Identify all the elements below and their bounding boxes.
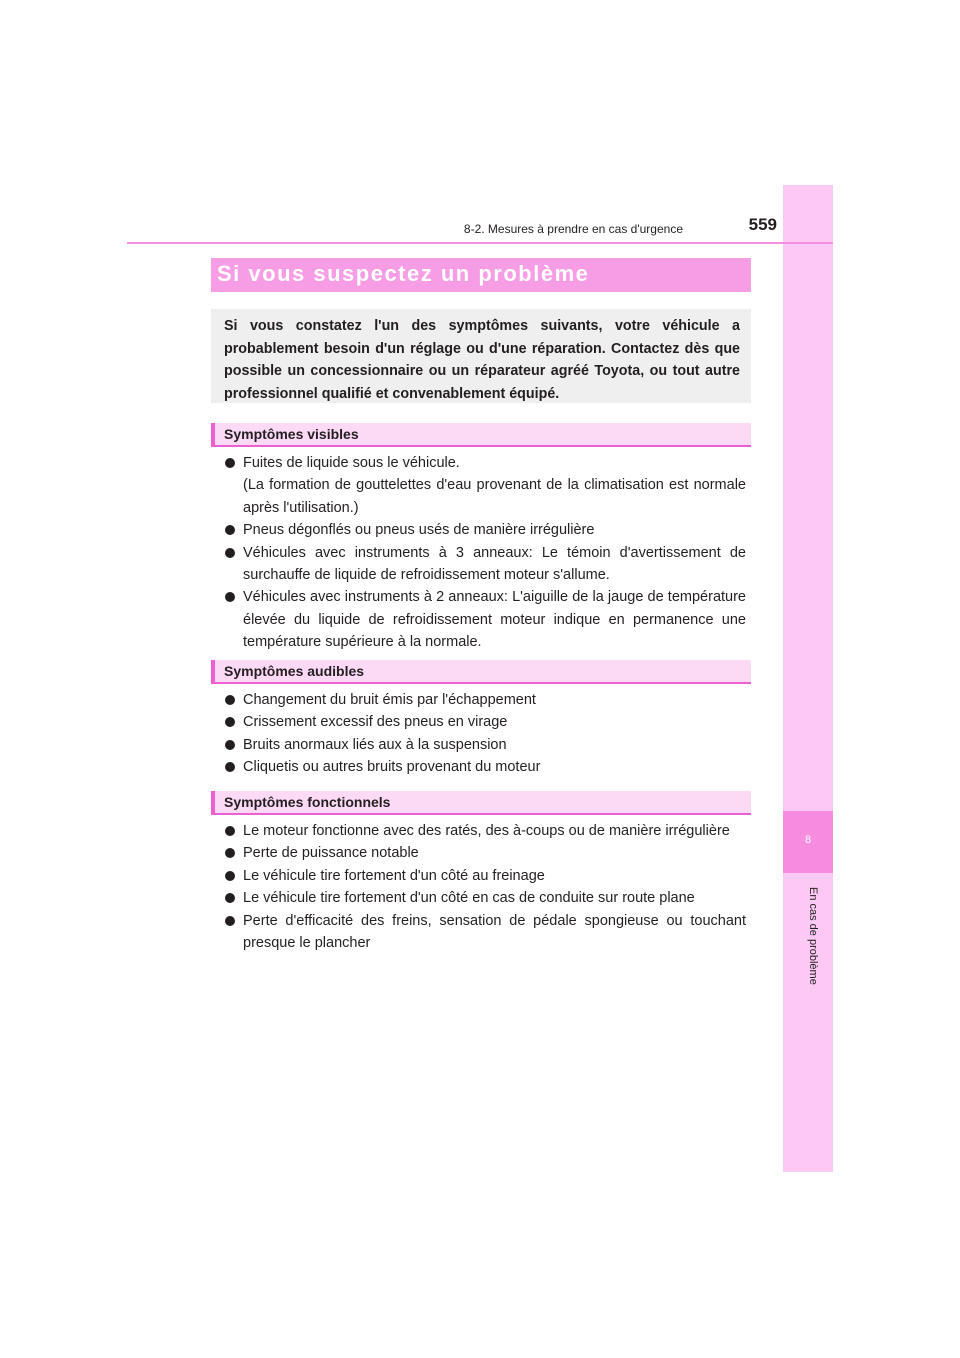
list-item-text: Le moteur fonctionne avec des ratés, des à-coups ou de manière irrégulière xyxy=(243,823,730,839)
header-section-title: 8-2. Mesures à prendre en cas d'urgence xyxy=(463,222,683,236)
list-item-note: (La formation de gouttelettes d'eau provenant de la climatisation est normale après l'utilisation.) xyxy=(243,477,746,516)
list-item xyxy=(225,711,746,733)
section-heading-functional xyxy=(211,791,751,815)
bullet-icon xyxy=(225,548,235,558)
list-item-text: Cliquetis ou autres bruits provenant du moteur xyxy=(243,759,541,776)
list-item-text: Crissement excessif des pneus en virage xyxy=(243,714,508,731)
bullet-icon xyxy=(225,826,235,836)
intro-box xyxy=(211,309,751,403)
list-item xyxy=(225,842,746,864)
section-heading-text: Symptômes visibles xyxy=(224,426,359,442)
list-item xyxy=(225,865,746,887)
bullet-icon xyxy=(225,848,235,858)
bullet-icon xyxy=(225,740,235,750)
chapter-side-tab xyxy=(783,185,833,1172)
list-item-text: Véhicules avec instruments à 2 anneaux: L'aiguille de la jauge de température élevée du liquide de refroidissement moteur indique en permanence une température supérieure à la normale. xyxy=(243,589,746,651)
section-heading-text: Symptômes audibles xyxy=(224,663,365,679)
page-number: 559 xyxy=(748,215,777,234)
list-item xyxy=(225,820,746,842)
list-item xyxy=(225,452,746,519)
list-item xyxy=(225,519,746,541)
bullet-list-functional xyxy=(225,820,746,954)
section-heading-audible xyxy=(211,660,751,684)
list-item xyxy=(225,734,746,756)
list-item-text: Fuites de liquide sous le véhicule. xyxy=(243,455,460,471)
bullet-icon xyxy=(225,458,235,468)
list-item-text: Perte d'efficacité des freins, sensation de pédale spongieuse ou touchant presque le plancher xyxy=(243,912,746,952)
bullet-icon xyxy=(225,525,235,535)
section-heading-text: Symptômes fonctionnels xyxy=(224,794,391,810)
header-divider xyxy=(127,242,833,244)
bullet-list-visible xyxy=(225,452,746,654)
bullet-icon xyxy=(225,916,235,926)
list-item xyxy=(225,586,746,653)
list-item xyxy=(225,689,746,711)
intro-text: Si vous constatez l'un des symptômes suivants, votre véhicule a probablement besoin d'un réglage ou d'une réparation. Contactez dès que possible un concessionnaire ou un réparateur agréé Toyota, ou tout autre professionnel qualifié et convenablement équipé. xyxy=(224,318,740,402)
chapter-number: 8 xyxy=(804,834,812,846)
list-item xyxy=(225,542,746,587)
list-item-text: Le véhicule tire fortement d'un côté en cas de conduite sur route plane xyxy=(243,890,695,907)
list-item-text: Véhicules avec instruments à 3 anneaux: Le témoin d'avertissement de surchauffe de liquide de refroidissement moteur s'allume. xyxy=(243,544,746,584)
list-item-text: Changement du bruit émis par l'échappement xyxy=(243,692,536,708)
bullet-icon xyxy=(225,695,235,705)
list-item-text: Pneus dégonflés ou pneus usés de manière irrégulière xyxy=(243,522,595,539)
list-item xyxy=(225,910,746,955)
list-item xyxy=(225,756,746,778)
list-item-text: Le véhicule tire fortement d'un côté au freinage xyxy=(243,867,545,884)
list-item xyxy=(225,887,746,909)
bullet-icon xyxy=(225,762,235,772)
bullet-list-audible xyxy=(225,689,746,779)
page-title-banner xyxy=(211,258,751,292)
list-item-text: Perte de puissance notable xyxy=(243,845,419,862)
bullet-icon xyxy=(225,717,235,727)
chapter-title: En cas de problème xyxy=(807,887,819,985)
bullet-icon xyxy=(225,592,235,602)
page-title: Si vous suspectez un problème xyxy=(217,261,590,286)
bullet-icon xyxy=(225,871,235,881)
list-item-text: Bruits anormaux liés aux à la suspension xyxy=(243,736,507,753)
bullet-icon xyxy=(225,893,235,903)
section-heading-visible xyxy=(211,423,751,447)
